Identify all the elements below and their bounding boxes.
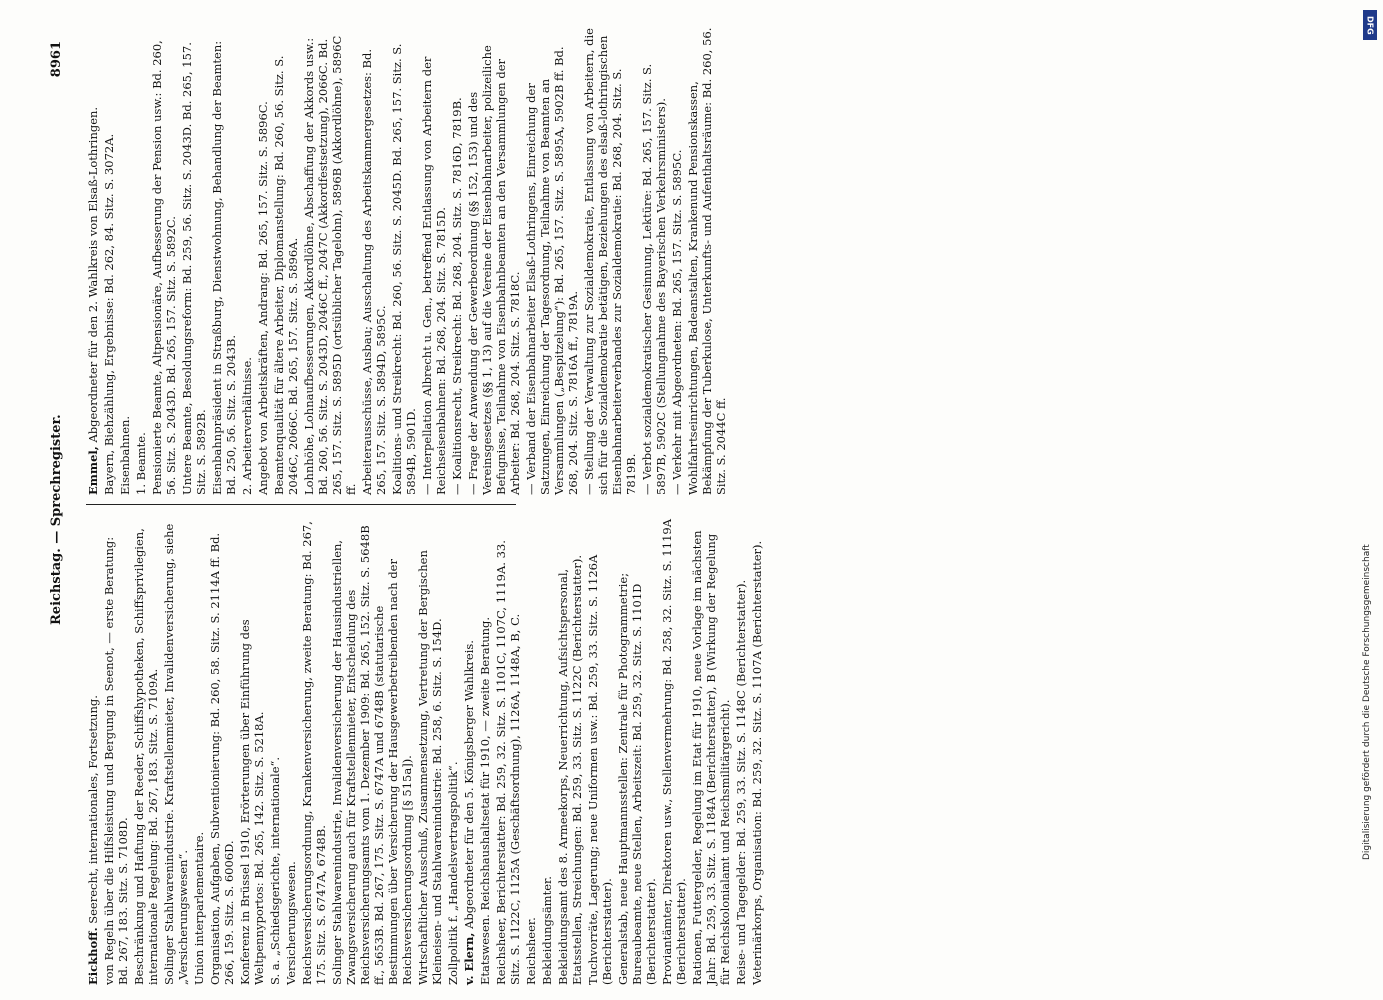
- register-entry: [118, 25, 132, 495]
- register-entry: [180, 25, 208, 495]
- entry-text: Organisation, Aufgaben, Subventionierung: Bd. 260, 58. Sitz. S. 2114A ff. Bd. 266, 159. Sitz. S. 6006D.: [208, 529, 236, 985]
- register-entry: [132, 515, 160, 985]
- register-entry: [192, 515, 206, 985]
- entry-text: Tuchvorräte, Lagerung; neue Uniformen usw.: Bd. 259, 33. Sitz. S. 1126A (Berichterstatter).: [586, 551, 614, 985]
- dfg-logo: DFG: [1363, 10, 1377, 40]
- register-entry: [540, 515, 554, 985]
- register-entry: [524, 515, 538, 985]
- entry-text: Seerecht, internationales, Fortsetzung.: [86, 695, 100, 924]
- entry-text: Rationen, Futtergelder, Regelung im Etat für 1910, neue Vorlage im nächsten Jahr: Bd. 259, 33. Sitz. S. 1184A (Berichterstatter), B (Wirkung der Regelung für Reichskolonialamt und Reichsmilitärgericht).: [690, 526, 732, 985]
- entry-text: Wirtschaftlicher Ausschuß, Zusammensetzung, Vertretung der Bergischen Kleineisen- und Stahlwarenindustrie: Bd. 258, 6. Sitz. S. 154D.: [416, 546, 444, 985]
- entry-text: — Frage der Anwendung der Gewerbeordnung (§§ 152, 153) und des Vereinsgesetzes (§§ 1, 13) auf die Vereine der Eisenbahnarbeiter, polizeiliche Befugnisse, Teilnahme von Eisenbahnbeamten an den Versammlungen der Arbeiter: Bd. 268, 204. Sitz. S. 7818C.: [466, 41, 522, 495]
- entry-text: — Verkehr mit Abgeordneten: Bd. 265, 157. Sitz. S. 5895C.: [670, 149, 684, 495]
- entry-text: Reichsheer, Berichterstatter: Bd. 259, 32. Sitz. S. 1101C, 1107C, 1119A. 33. Sitz. S. 1122C, 1125A (Geschäftsordnung), 1126A, 1148A, B, C.: [494, 536, 522, 985]
- entry-text: Lohnhöhe, Lohnaufbesserungen, Akkordlöhne, Abschaffung der Akkords usw.: Bd. 260, 56. Sitz. S. 2043D, 2046C ff., 2047C (Akkordfestsetzung), 2066C. Bd. 265, 157. Sitz. S. 5895D (ortsüblicher Tagelohn), 5896B (Akkordlöhne), 5896C ff.: [302, 32, 358, 495]
- register-entry: [162, 515, 190, 985]
- funding-note: Digitalisierung gefördert durch die Deutsche Forschungsgemeinschaft: [1362, 544, 1372, 860]
- entry-text: Eisenbahnpräsident in Straßburg, Dienstwohnung, Behandlung der Beamten: Bd. 250, 56. Sitz. S. 2043B.: [210, 37, 238, 495]
- entry-text: Proviantämter, Direktoren usw., Stellenvermehrung: Bd. 258, 32. Sitz. S. 1119A (Berichterstatter).: [660, 515, 688, 985]
- register-entry: [272, 25, 300, 495]
- register-entry: [390, 25, 418, 495]
- entry-text: Etatswesen. Reichshaushaltsetat für 1910, — zweite Beratung.: [478, 616, 492, 985]
- entry-text: Bekleidungsämter.: [540, 876, 554, 985]
- register-entry: [556, 515, 584, 985]
- register-entry: [478, 515, 492, 985]
- entry-text: 1. Beamte.: [134, 432, 148, 495]
- right-column: [86, 25, 730, 495]
- entry-text: Konferenz in Brüssel 1910, Erörterungen über Einführung des Weltpennyportos: Bd. 265, 142. Sitz. S. 5218A.: [238, 615, 266, 985]
- register-entry: [302, 25, 358, 495]
- register-entry: [330, 515, 414, 985]
- entry-text: Veterinärkorps, Organisation: Bd. 259, 32. Sitz. S. 1107A (Berichterstatter).: [750, 540, 764, 985]
- register-entry: [300, 515, 328, 985]
- entry-text: Angebot von Arbeitskräften, Andrang: Bd. 265, 157. Sitz. S. 5896C.: [256, 101, 270, 495]
- register-entry: [102, 515, 130, 985]
- entry-text: Pensionierte Beamte, Altpensionäre, Aufbesserung der Pension usw.: Bd. 260, 56. Sitz. S. 2043D. Bd. 265, 157. Sitz. S. 5892C.: [150, 36, 178, 495]
- entry-text: Abgeordneter für den 5. Königsberger Wahlkreis.: [462, 640, 476, 929]
- entry-text: Untere Beamte, Besoldungsreform: Bd. 259, 56. Sitz. S. 2043D. Bd. 265, 157. Sitz. S. 5892B.: [180, 38, 208, 495]
- register-entry: [134, 25, 148, 495]
- entry-text: Koalitions- und Streikrecht: Bd. 260, 56. Sitz. S. 2045D. Bd. 265, 157. Sitz. S. 5894B, 5901D.: [390, 39, 418, 495]
- page-number: 8961: [49, 41, 64, 78]
- rotated-register-page: [50, 25, 1350, 985]
- register-entry: [86, 25, 100, 495]
- side-margin-note: [1362, 15, 1378, 860]
- entry-text: Reichsversicherungsordnung, Krankenversicherung, zweite Beratung: Bd. 267, 175. Sitz. S. 6747A, 6748B.: [300, 517, 328, 985]
- register-entry: [660, 515, 688, 985]
- register-entry: [238, 515, 266, 985]
- register-entry: [690, 515, 732, 985]
- running-head-title: Reichstag. — Sprechregister.: [49, 414, 64, 625]
- entry-text: Solinger Stahlwarenindustrie. Kraftstellenmieter, Invalidenversicherung, siehe „Versicherungswesen“.: [162, 520, 190, 985]
- register-entry: [256, 25, 270, 495]
- entry-text: Bayern, Biehzählung, Ergebnisse: Bd. 262, 84. Sitz. S. 3072A.: [102, 133, 116, 495]
- entry-text: — Koalitionsrecht, Streikrecht: Bd. 268, 204. Sitz. S. 7816D, 7819B.: [450, 97, 464, 495]
- register-entry: [284, 515, 298, 985]
- entry-heading: Emmel,: [86, 446, 100, 495]
- register-entry: [750, 515, 764, 985]
- entry-text: — Verband der Eisenbahnarbeiter Elsaß-Lothringens, Einreichung der Satzungen, Einreichung der Tagesordnung, Teilnahme von Beamten an Versammlungen („Bespitzelung“): Bd. 265, 157. Sitz. S. 5895A, 5902B ff. Bd. 268, 204. Sitz. S. 7816A ff., 7819A.: [524, 42, 580, 495]
- register-entry: [210, 25, 238, 495]
- column-divider: [86, 504, 516, 505]
- register-entry: [208, 515, 236, 985]
- register-entry: [586, 515, 614, 985]
- entry-text: Eisenbahnen.: [118, 415, 132, 495]
- entry-text: Abgeordneter für den 2. Wahlkreis von Elsaß-Lothringen.: [86, 106, 100, 443]
- entry-text: S. a. „Schiedsgerichte, internationale“.: [268, 756, 282, 985]
- register-entry: [86, 515, 100, 985]
- register-entry: [240, 25, 254, 495]
- register-entry: [416, 515, 444, 985]
- entry-text: Arbeiterausschüsse, Ausbau; Ausschaltung des Arbeitskammergesetzes: Bd. 265, 157. Sitz. S. 5894D, 5895C.: [360, 45, 388, 495]
- register-entry: [524, 25, 580, 495]
- register-entry: [462, 515, 476, 985]
- entry-heading: v. Elern,: [462, 932, 476, 985]
- entry-text: Beamtenqualität für ältere Arbeiter, Diplomanstellung: Bd. 260, 56. Sitz. S. 2046C, 2066C. Bd. 265, 157. Sitz. S. 5896A.: [272, 51, 300, 495]
- register-entry: [466, 25, 522, 495]
- register-entry: [360, 25, 388, 495]
- left-column: [86, 515, 766, 985]
- register-entry: [102, 25, 116, 495]
- entry-text: Union interparlementaire.: [192, 831, 206, 985]
- entry-text: Wohlfahrtseinrichtungen, Badeanstalten, Krankenund Pensionskassen, Bekämpfung der Tuberkulose, Unterkunfts- und Aufenthaltsräume: Bd. 260, 56. Sitz. S. 2044C ff.: [686, 23, 728, 495]
- entry-text: Solinger Stahlwarenindustrie, Invalidenversicherung der Hausindustriellen, Zwangsversicherung auch für Kraftstellenmieter, Entscheidung des Reichsversicherungsamts vom 1. Dezember 1909: Bd. 265, 152. Sitz. S. 5648B ff., 5653B. Bd. 267, 175. Sitz. S. 6747A und 6748B (statutarische Bestimmungen über Versicherung der Hausgewerbetreibenden nach der Reichsversicherungsordnung [§ 515a]).: [330, 521, 414, 985]
- entry-text: Reichsheer.: [524, 917, 538, 985]
- entry-text: 2. Arbeiterverhältnisse.: [240, 357, 254, 495]
- register-entry: [616, 515, 658, 985]
- entry-text: Zollpolitik f. „Handelsvertragspolitik“.: [446, 761, 460, 985]
- register-entry: [420, 25, 448, 495]
- entry-heading: Eickhoff.: [86, 927, 100, 985]
- register-entry: [268, 515, 282, 985]
- register-entry: [670, 25, 684, 495]
- entry-text: — Verbot sozialdemokratischer Gesinnung, Lektüre: Bd. 265, 157. Sitz. S. 5897B, 5902C (Stellungnahme des Bayerischen Verkehrsministers).: [640, 60, 668, 495]
- register-entry: [734, 515, 748, 985]
- entry-text: Reise- und Tagegelder: Bd. 259, 33. Sitz. S. 1148C (Berichterstatter).: [734, 579, 748, 985]
- register-entry: [446, 515, 460, 985]
- entry-text: Generalstab, neue Hauptmannsstellen: Zentrale für Photogrammetrie; Bureaubeamte, neue Stellen, Arbeitszeit: Bd. 259, 32. Sitz. S. 1101D (Berichterstatter).: [616, 569, 658, 985]
- entry-text: Versicherungswesen.: [284, 861, 298, 985]
- entry-text: — Stellung der Verwaltung zur Sozialdemokratie, Entlassung von Arbeitern, die sich für die Sozialdemokratie betätigen, Beziehungen des elsaß-lothringischen Eisenbahnarbeiterverbandes zur Sozialdemokratie: Bd. 268, 204. Sitz. S. 7819B.: [582, 24, 638, 495]
- register-entry: [640, 25, 668, 495]
- register-entry: [686, 25, 728, 495]
- register-entry: [450, 25, 464, 495]
- register-entry: [582, 25, 638, 495]
- entry-text: Bekleidungsamt des 8. Armeekorps, Neuerrichtung, Aufsichtspersonal, Etatsstellen, Streichungen: Bd. 259, 33. Sitz. S. 1122C (Berichterstatter).: [556, 555, 584, 985]
- entry-text: Beschränkung und Haftung der Reeder, Schiffshypotheken, Schiffsprivilegien, internationale Regelung: Bd. 267, 183. Sitz. S. 7109A.: [132, 524, 160, 985]
- entry-text: — Interpellation Albrecht u. Gen., betreffend Entlassung von Arbeitern der Reichseisenbahnen: Bd. 268, 204. Sitz. S. 7815D.: [420, 52, 448, 495]
- register-entry: [150, 25, 178, 495]
- running-head: [50, 25, 70, 985]
- register-entry: [494, 515, 522, 985]
- entry-text: von Regeln über die Hilfsleistung und Bergung in Seenot, — erste Beratung: Bd. 267, 183. Sitz. S. 7108D.: [102, 533, 130, 985]
